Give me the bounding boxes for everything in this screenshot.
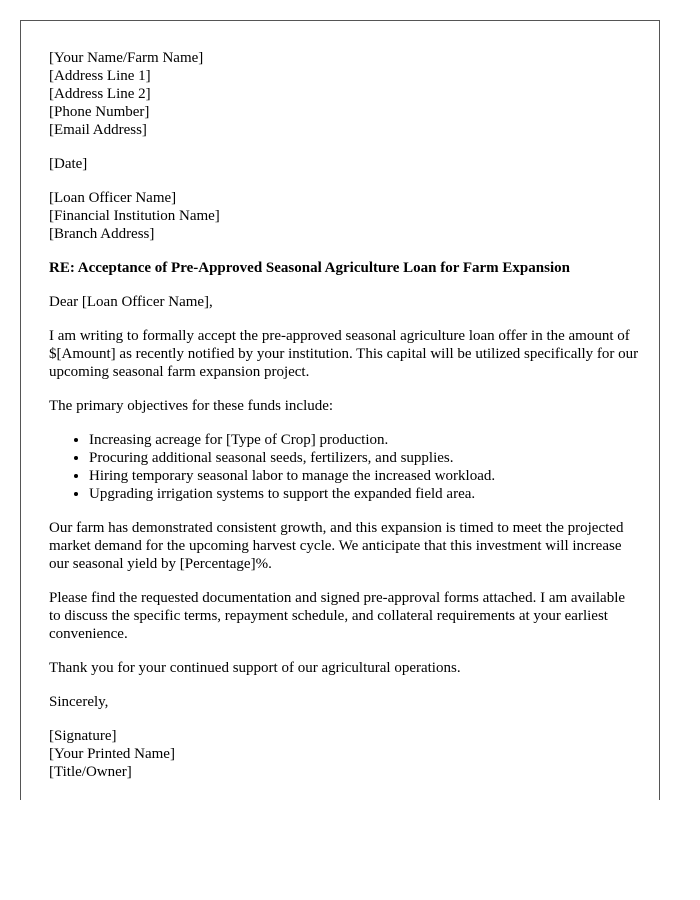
closing: Sincerely, — [49, 694, 109, 710]
date-block — [49, 155, 639, 173]
sender-address-line-1: [Address Line 1] — [49, 68, 151, 84]
recipient-name: [Loan Officer Name] — [49, 190, 177, 206]
list-item: • Increasing acreage for [Type of Crop] production. — [89, 431, 639, 449]
salutation: Dear [Loan Officer Name], — [49, 294, 213, 310]
subject-line: RE: Acceptance of Pre-Approved Seasonal Agriculture Loan for Farm Expansion — [49, 260, 570, 276]
signature: [Signature] — [49, 728, 117, 744]
printed-name: [Your Printed Name] — [49, 746, 175, 762]
objectives-intro: The primary objectives for these funds include: — [49, 398, 334, 414]
sender-phone: [Phone Number] — [49, 104, 150, 120]
body-paragraph-4: Thank you for your continued support of our agricultural operations. — [49, 660, 461, 676]
list-item: • Procuring additional seasonal seeds, fertilizers, and supplies. — [89, 449, 639, 467]
body-paragraph-1: I am writing to formally accept the pre-approved seasonal agriculture loan offer in the amount of $[Amount] as recently notified by your institution. This capital will be utilized specifically for our upcoming seasonal farm expansion project. — [49, 328, 639, 380]
body-paragraph-3: Please find the requested documentation and signed pre-approval forms attached. I am available to discuss the specific terms, repayment schedule, and collateral requirements at your earliest convenience. — [49, 590, 626, 642]
objectives-list — [49, 431, 639, 503]
sender-name: [Your Name/Farm Name] — [49, 50, 204, 66]
letter-date: [Date] — [49, 156, 88, 172]
sender-block — [49, 49, 639, 139]
recipient-block — [49, 189, 639, 243]
recipient-address: [Branch Address] — [49, 226, 155, 242]
letter-content — [49, 49, 639, 797]
letter-page — [20, 20, 660, 800]
list-item: • Hiring temporary seasonal labor to manage the increased workload. — [89, 467, 639, 485]
title-owner: [Title/Owner] — [49, 764, 132, 780]
sender-address-line-2: [Address Line 2] — [49, 86, 151, 102]
body-paragraph-2: Our farm has demonstrated consistent growth, and this expansion is timed to meet the projected market demand for the upcoming harvest cycle. We anticipate that this investment will increase our seasonal yield by [Percentage]%. — [49, 520, 624, 572]
recipient-institution: [Financial Institution Name] — [49, 208, 220, 224]
list-item: • Upgrading irrigation systems to support the expanded field area. — [89, 485, 639, 503]
signature-block — [49, 727, 639, 781]
sender-email: [Email Address] — [49, 122, 147, 138]
